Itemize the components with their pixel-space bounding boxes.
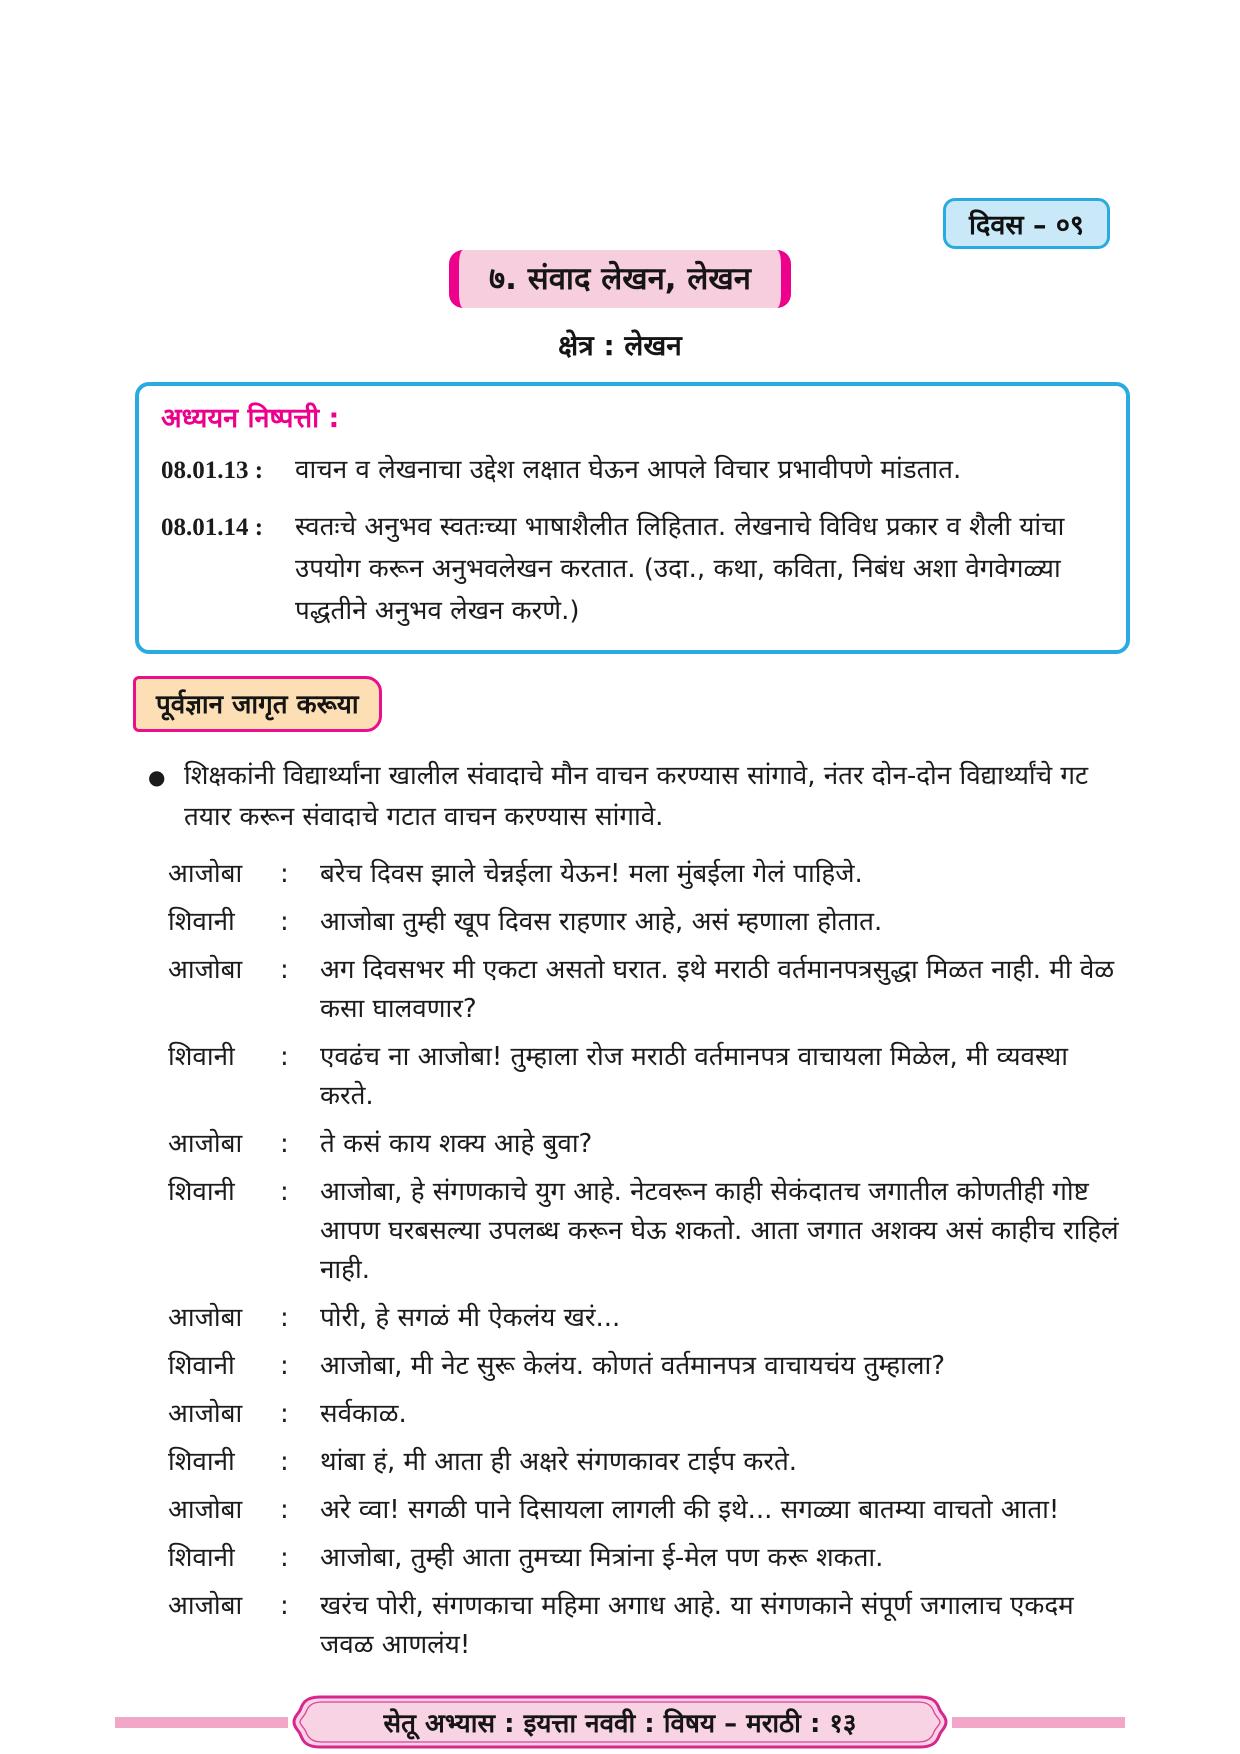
outcome-text: स्वतःचे अनुभव स्वतःच्या भाषाशैलीत लिहितात. लेखनाचे विविध प्रकार व शैली यांचा उपयोग करून अनुभवलेखन करतात. (उदा., कथा, कविता, निबंध अशा वेगवेगळ्या पद्धतीने अनुभव लेखन करणे.) <box>295 511 1065 626</box>
speaker-colon: : <box>280 955 289 986</box>
speaker-colon: : <box>280 859 289 890</box>
dialogue-row <box>168 1038 1128 1116</box>
dialogue-text: अग दिवसभर मी एकटा असतो घरात. इथे मराठी वर्तमानपत्रसुद्धा मिळत नाही. मी वेळ कसा घालवणार? <box>320 955 1115 1025</box>
dialogue-text: ते कसं काय शक्य आहे बुवा? <box>320 1129 593 1160</box>
speaker-name: आजोबा <box>168 1399 243 1430</box>
speaker-colon: : <box>280 1543 289 1574</box>
speaker-name: शिवानी <box>168 1447 235 1478</box>
speaker-name: आजोबा <box>168 1591 243 1622</box>
dialogue-row <box>168 1347 1128 1386</box>
dialogue-row <box>168 1125 1128 1164</box>
bullet-icon: ● <box>148 764 166 789</box>
day-badge <box>943 198 1110 249</box>
dialogue-text: पोरी, हे सगळं मी ऐकलंय खरं... <box>320 1303 621 1334</box>
speaker-colon: : <box>280 907 289 938</box>
dialogue-text: आजोबा, तुम्ही आता तुमच्या मित्रांना ई-मेल पण करू शकता. <box>320 1543 884 1574</box>
dialogue-text: आजोबा, हे संगणकाचे युग आहे. नेटवरून काही सेकंदातच जगातील कोणतीही गोष्ट आपण घरबसल्या उपलब्ध करून घेऊ शकतो. आता जगात अशक्य असं काहीच राहिलं नाही. <box>320 1177 1119 1286</box>
speaker-colon: : <box>280 1447 289 1478</box>
dialogue-row <box>168 1539 1128 1578</box>
dialogue-text: आजोबा, मी नेट सुरू केलंय. कोणतं वर्तमानपत्र वाचायचंय तुम्हाला? <box>320 1351 946 1382</box>
speaker-name: शिवानी <box>168 1042 235 1073</box>
footer-text: सेतू अभ्यास : इयत्ता नववी : विषय – मराठी : १३ <box>383 1709 857 1740</box>
instruction-paragraph <box>148 756 1128 839</box>
dialogue-text: थांबा हं, मी आता ही अक्षरे संगणकावर टाईप करते. <box>320 1447 798 1478</box>
dialogue-text: सर्वकाळ. <box>320 1399 407 1430</box>
speaker-name: शिवानी <box>168 1177 235 1208</box>
learning-outcomes-box <box>135 382 1130 654</box>
dialogue-row <box>168 1491 1128 1530</box>
speaker-name: आजोबा <box>168 955 243 986</box>
speaker-colon: : <box>280 1399 289 1430</box>
dialogue-row <box>168 1443 1128 1482</box>
dialogue-row <box>168 903 1128 942</box>
outcome-code: 08.01.13 : <box>161 457 264 484</box>
outcome-text: वाचन व लेखनाचा उद्देश लक्षात घेऊन आपले विचार प्रभावीपणे मांडतात. <box>295 455 962 485</box>
dialogue-text: खरंच पोरी, संगणकाचा महिमा अगाध आहे. या संगणकाने संपूर्ण जगालाच एकदम जवळ आणलंय! <box>320 1591 1074 1661</box>
prior-knowledge-heading: पूर्वज्ञान जागृत करूया <box>156 689 359 720</box>
speaker-colon: : <box>280 1495 289 1526</box>
speaker-name: शिवानी <box>168 1351 235 1382</box>
dialogue-row <box>168 1587 1128 1665</box>
dialogue-row <box>168 1299 1128 1338</box>
dialogue-row <box>168 1173 1128 1290</box>
page-footer <box>115 1693 1125 1751</box>
speaker-colon: : <box>280 1177 289 1208</box>
outcome-row <box>161 449 1100 492</box>
footer-left-bar <box>115 1717 288 1728</box>
speaker-name: शिवानी <box>168 907 235 938</box>
dialogue-row <box>168 1395 1128 1434</box>
speaker-name: आजोबा <box>168 1303 243 1334</box>
speaker-name: आजोबा <box>168 859 243 890</box>
outcome-code: 08.01.14 : <box>161 513 264 541</box>
dialogue-row <box>168 951 1128 1029</box>
speaker-colon: : <box>280 1591 289 1622</box>
chapter-title: ७. संवाद लेखन, लेखन <box>489 261 751 297</box>
day-badge-label: दिवस – ०९ <box>969 210 1084 241</box>
dialogue-row <box>168 855 1128 894</box>
dialogue-text: आजोबा तुम्ही खूप दिवस राहणार आहे, असं म्हणाला होतात. <box>320 907 883 938</box>
subtitle: क्षेत्र : लेखन <box>558 329 682 362</box>
speaker-name: आजोबा <box>168 1495 243 1526</box>
footer-right-bar <box>952 1717 1125 1728</box>
dialogue-text: अरे व्वा! सगळी पाने दिसायला लागली की इथे... सगळ्या बातम्या वाचतो आता! <box>320 1495 1060 1526</box>
outcome-row <box>161 506 1100 632</box>
chapter-title-box <box>449 250 791 308</box>
speaker-colon: : <box>280 1351 289 1382</box>
speaker-name: आजोबा <box>168 1129 243 1160</box>
dialogue-text: एवढंच ना आजोबा! तुम्हाला रोज मराठी वर्तमानपत्र वाचायला मिळेल, मी व्यवस्था करते. <box>320 1042 1068 1112</box>
footer-plaque <box>290 1693 950 1751</box>
speaker-colon: : <box>280 1129 289 1160</box>
dialogue-section <box>168 855 1128 1665</box>
learning-outcomes-heading: अध्ययन निष्पत्ती : <box>161 403 340 434</box>
prior-knowledge-heading-box <box>133 676 382 732</box>
dialogue-text: बरेच दिवस झाले चेन्नईला येऊन! मला मुंबईला गेलं पाहिजे. <box>320 859 863 890</box>
speaker-colon: : <box>280 1303 289 1334</box>
speaker-colon: : <box>280 1042 289 1073</box>
instruction-text: शिक्षकांनी विद्यार्थ्यांना खालील संवादाचे मौन वाचन करण्यास सांगावे, नंतर दोन-दोन विद्यार्थ्यांचे गट तयार करून संवादाचे गटात वाचन करण्यास सांगावे. <box>184 760 1089 833</box>
speaker-name: शिवानी <box>168 1543 235 1574</box>
